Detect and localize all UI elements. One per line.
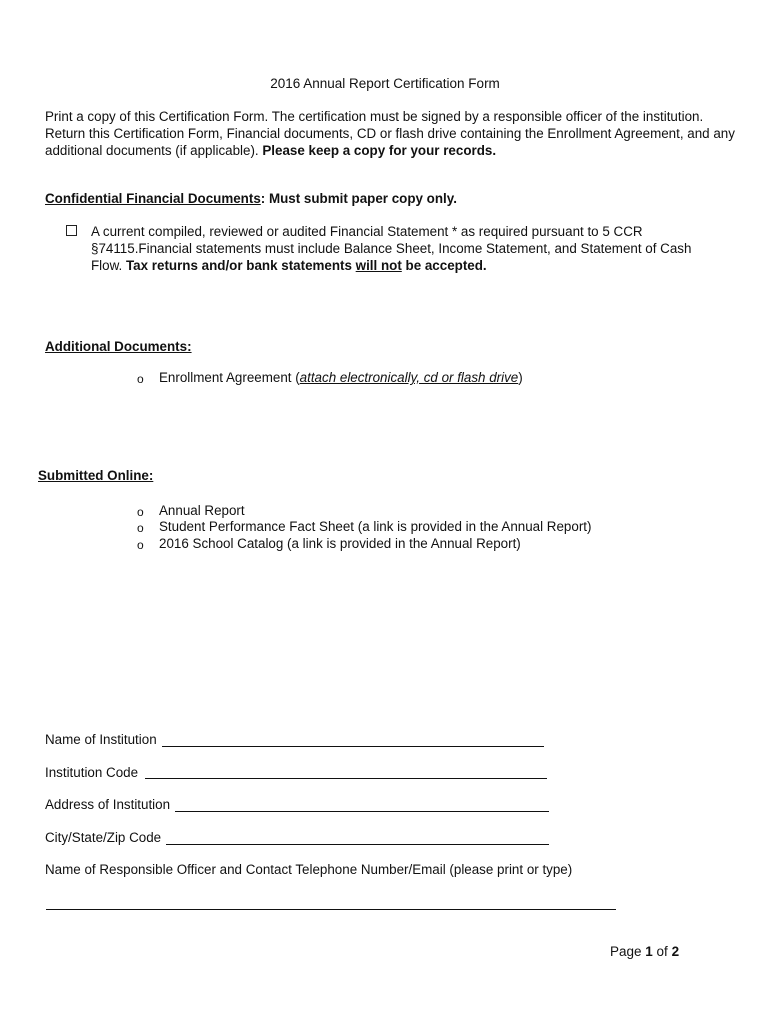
city-state-zip-line[interactable] [166,844,549,845]
financial-heading-label: Confidential Financial Documents [45,191,261,206]
intro-paragraph [45,108,735,159]
financial-item-bold-b: be accepted. [401,258,487,273]
institution-address-line[interactable] [175,811,549,812]
officer-contact-label: Name of Responsible Officer and Contact Telephone Number/Email (please print or type) [45,862,573,877]
financial-item-will-not: will not [355,258,402,273]
page-word: Page [610,944,646,959]
form-title: 2016 Annual Report Certification Form [270,76,500,91]
enrollment-prefix: Enrollment Agreement ( [159,370,300,385]
additional-heading-label: Additional Documents: [45,339,192,354]
financial-statement-text [91,223,721,274]
officer-contact-line[interactable] [46,909,616,910]
city-state-zip-label: City/State/Zip Code [45,830,162,845]
enrollment-agreement-item [159,370,523,385]
institution-code-label: Institution Code [45,765,139,780]
online-bullet-1: o [137,505,144,519]
institution-code-line[interactable] [145,778,547,779]
online-bullet-2: o [137,521,144,535]
intro-text: Print a copy of this Certification Form. The certification must be signed by a responsible officer of the institution. Return this Certification Form, Financial documents, CD or flash drive containing the Enrollment Agreement, and any additional documents (if applicable). [45,109,735,158]
financial-statement-checkbox[interactable] [66,225,77,236]
page-current: 1 [645,944,653,959]
institution-address-label: Address of Institution [45,797,171,812]
institution-name-label: Name of Institution [45,732,157,747]
financial-documents-heading [45,191,457,206]
submitted-online-heading [38,468,153,483]
submitted-online-label: Submitted Online: [38,468,154,483]
page-of: of [652,944,672,959]
online-item-fact-sheet: Student Performance Fact Sheet (a link is provided in the Annual Report) [159,519,592,534]
financial-item-bold-a: Tax returns and/or bank statements [125,258,356,273]
additional-bullet: o [137,372,144,386]
intro-keep-copy-note: Please keep a copy for your records. [262,143,497,158]
online-item-annual-report: Annual Report [159,503,245,518]
enrollment-suffix: ) [518,370,523,385]
financial-item-text: A current compiled, reviewed or audited Financial Statement * as required pursuant to 5 CCR §74115.Financial statements must include Balance Sheet, Income Statement, and Statement of Cash Flow. [91,224,692,273]
enrollment-attach-link[interactable]: attach electronically, cd or flash drive [299,370,519,385]
page-total: 2 [671,944,680,959]
online-item-school-catalog: 2016 School Catalog (a link is provided in the Annual Report) [159,536,521,551]
page-number [610,944,679,959]
online-bullet-3: o [137,538,144,552]
financial-heading-suffix: : Must submit paper copy only. [260,191,457,206]
additional-documents-heading [45,339,192,354]
institution-name-line[interactable] [162,746,544,747]
